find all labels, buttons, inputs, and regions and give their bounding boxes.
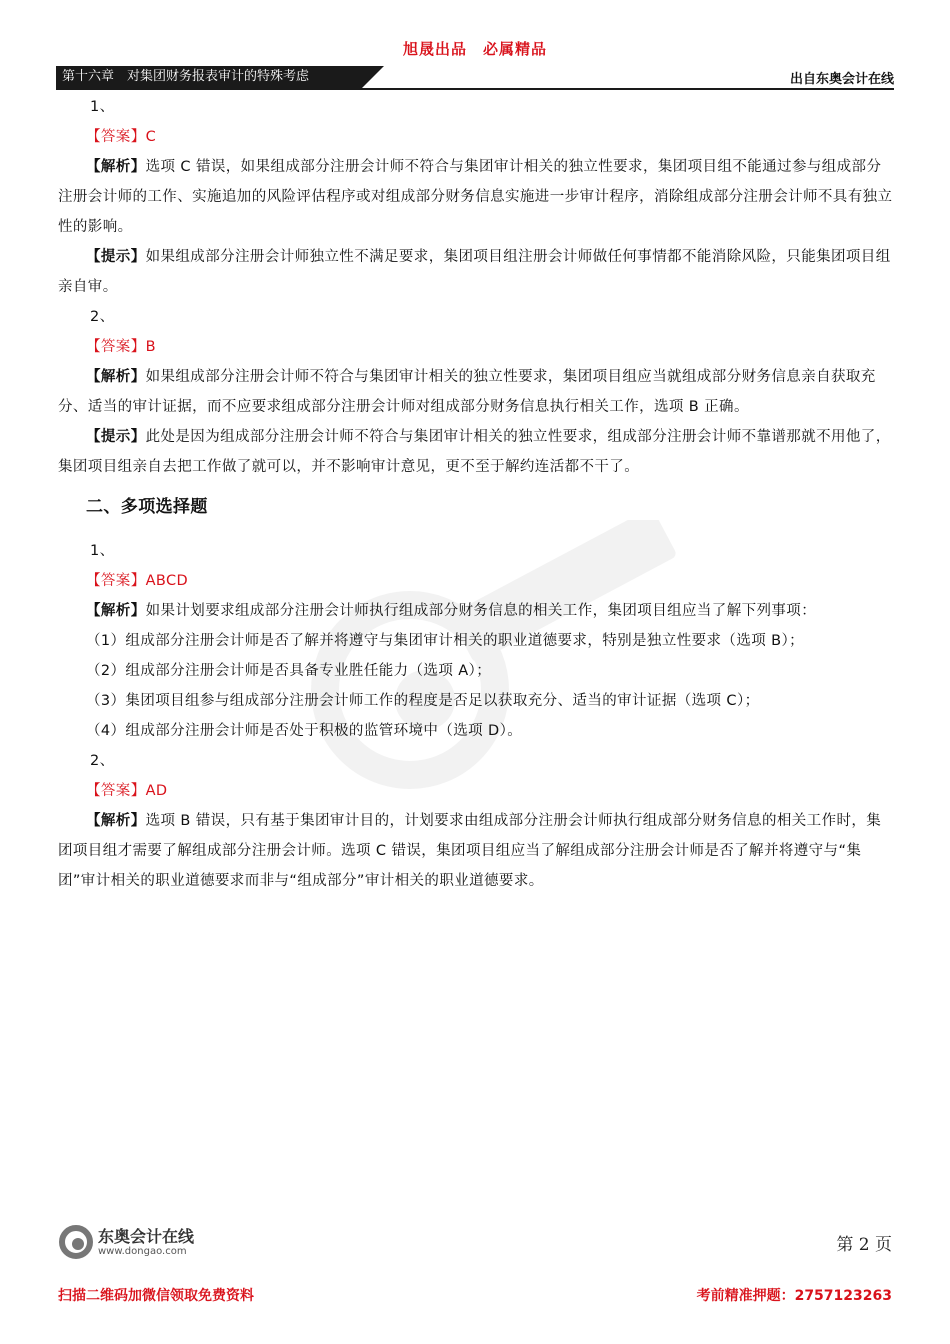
- analysis-paragraph: [58, 152, 894, 242]
- footer-logo: [58, 1222, 248, 1262]
- analysis-label: 【解析】: [86, 369, 146, 385]
- list-item: （2）组成部分注册会计师是否具备专业胜任能力（选项 A）；: [86, 663, 492, 679]
- analysis-text: 选项 B 错误，只有基于集团审计目的，计划要求由组成部分注册会计师执行组成部分财务信息的相关工作时，集团项目组才需要了解组成部分注册会计师。选项 C 错误，集团项目组应当了解组成部分注册会计师是否了解并将遵守与“集团”审计相关的职业道德要求而非与“组成部分”审计相关的职业道德要求。: [58, 813, 882, 889]
- page-header: [56, 66, 894, 90]
- answer-label: 【答案】: [86, 129, 146, 145]
- dongao-logo-icon: [58, 1224, 94, 1260]
- analysis-paragraph: [58, 596, 894, 626]
- analysis-paragraph: [58, 806, 894, 896]
- list-item: （1）组成部分注册会计师是否了解并将遵守与集团审计相关的职业道德要求，特别是独立性要求（选项 B）；: [86, 633, 805, 649]
- page-number: 第 2 页: [836, 1235, 892, 1255]
- tip-label: 【提示】: [86, 249, 146, 265]
- question-number: 2、: [90, 753, 115, 769]
- answer-value: ABCD: [145, 573, 189, 589]
- answer-line: [58, 332, 894, 362]
- answer-value: C: [145, 129, 157, 145]
- analysis-label: 【解析】: [86, 603, 146, 619]
- tip-text: 如果组成部分注册会计师独立性不满足要求，集团项目组注册会计师做任何事情都不能消除风险，只能集团项目组亲自审。: [58, 249, 891, 295]
- answer-label: 【答案】: [86, 339, 146, 355]
- answer-label: 【答案】: [86, 573, 146, 589]
- tip-paragraph: [58, 242, 894, 302]
- logo-url: www.dongao.com: [98, 1246, 187, 1257]
- question-number: 1、: [90, 99, 115, 115]
- tip-paragraph: [58, 422, 894, 482]
- top-banner: 旭晟出品 必属精品: [402, 40, 547, 58]
- tip-label: 【提示】: [86, 429, 146, 445]
- list-item: （4）组成部分注册会计师是否处于积极的监管环境中（选项 D）。: [86, 723, 523, 739]
- answer-content: [58, 92, 894, 896]
- answer-label: 【答案】: [86, 783, 146, 799]
- analysis-text: 选项 C 错误，如果组成部分注册会计师不符合与集团审计相关的独立性要求，集团项目组不能通过参与组成部分注册会计师的工作、实施追加的风险评估程序或对组成部分财务信息实施进一步审计程序，消除组成部分注册会计师不具有独立性的影响。: [58, 159, 893, 235]
- answer-line: [58, 122, 894, 152]
- analysis-label: 【解析】: [86, 159, 146, 175]
- analysis-paragraph: [58, 362, 894, 422]
- section-title: 二、多项选择题: [86, 497, 208, 517]
- analysis-text: 如果组成部分注册会计师不符合与集团审计相关的独立性要求，集团项目组应当就组成部分财务信息亲自获取充分、适当的审计证据，而不应要求组成部分注册会计师对组成部分财务信息执行相关工作，选项 B 正确。: [58, 369, 876, 415]
- answer-line: [58, 776, 894, 806]
- analysis-label: 【解析】: [86, 813, 146, 829]
- list-item: （3）集团项目组参与组成部分注册会计师工作的程度是否足以获取充分、适当的审计证据（选项 C）；: [86, 693, 760, 709]
- answer-line: [58, 566, 894, 596]
- chapter-title: 第十六章 对集团财务报表审计的特殊考虑: [56, 66, 362, 88]
- chapter-tab-slant: [362, 66, 384, 88]
- tip-text: 此处是因为组成部分注册会计师不符合与集团审计相关的独立性要求，组成部分注册会计师不靠谱那就不用他了，集团项目组亲自去把工作做了就可以，并不影响审计意见，更不至于解约连活都不干了。: [58, 429, 891, 475]
- source-label: 出自东奥会计在线: [789, 72, 894, 87]
- promo-right: 考前精准押题：2757123263: [696, 1288, 892, 1304]
- question-number: 2、: [90, 309, 115, 325]
- answer-value: AD: [145, 783, 168, 799]
- question-number: 1、: [90, 543, 115, 559]
- promo-left: 扫描二维码加微信领取免费资料: [58, 1288, 254, 1304]
- answer-value: B: [145, 339, 156, 355]
- analysis-text: 如果计划要求组成部分注册会计师执行组成部分财务信息的相关工作，集团项目组应当了解下列事项：: [145, 603, 817, 619]
- logo-name: 东奥会计在线: [98, 1227, 195, 1246]
